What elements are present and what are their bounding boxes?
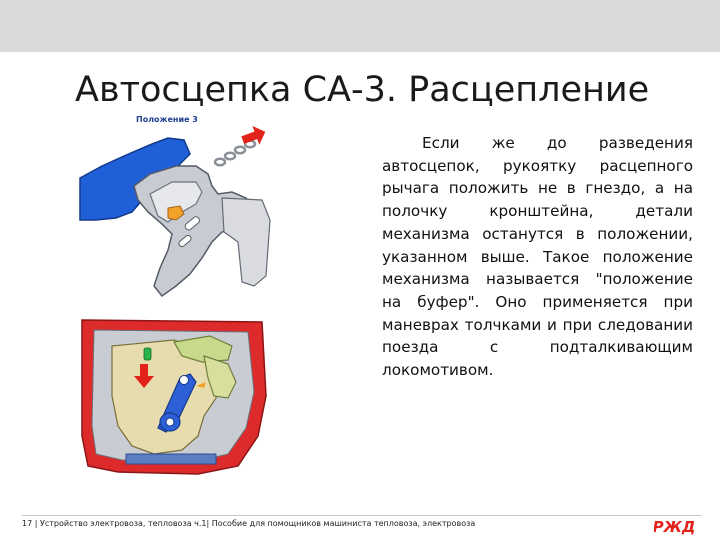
body-text: Если же до разведения автосцепок, рукоятку расцепного рычага положить не в гнездо, а на полочку кронштейна, детали механизма останутся в положении, указанном выше. Такое положение механизма называется "положение на буфер". Оно применяется при маневрах толчками и при следовании поезда с подталкивающим локомотивом. <box>382 134 693 380</box>
coupler-diagram-top <box>72 108 282 308</box>
figure-label: Положение 3 <box>136 115 198 124</box>
coupler-diagram-bottom <box>78 316 270 478</box>
footer-rule <box>22 515 702 516</box>
header-band <box>0 0 720 52</box>
footer-text: 17 | Устройство электровоза, тепловоза ч.1| Пособие для помощников машиниста тепловоза, электровоза <box>22 519 476 528</box>
svg-text:РЖД: РЖД <box>654 518 694 536</box>
footer <box>0 513 720 540</box>
slide-title: Автосцепка СА-3. Расцепление <box>75 70 650 110</box>
rzd-logo-icon <box>654 516 694 536</box>
